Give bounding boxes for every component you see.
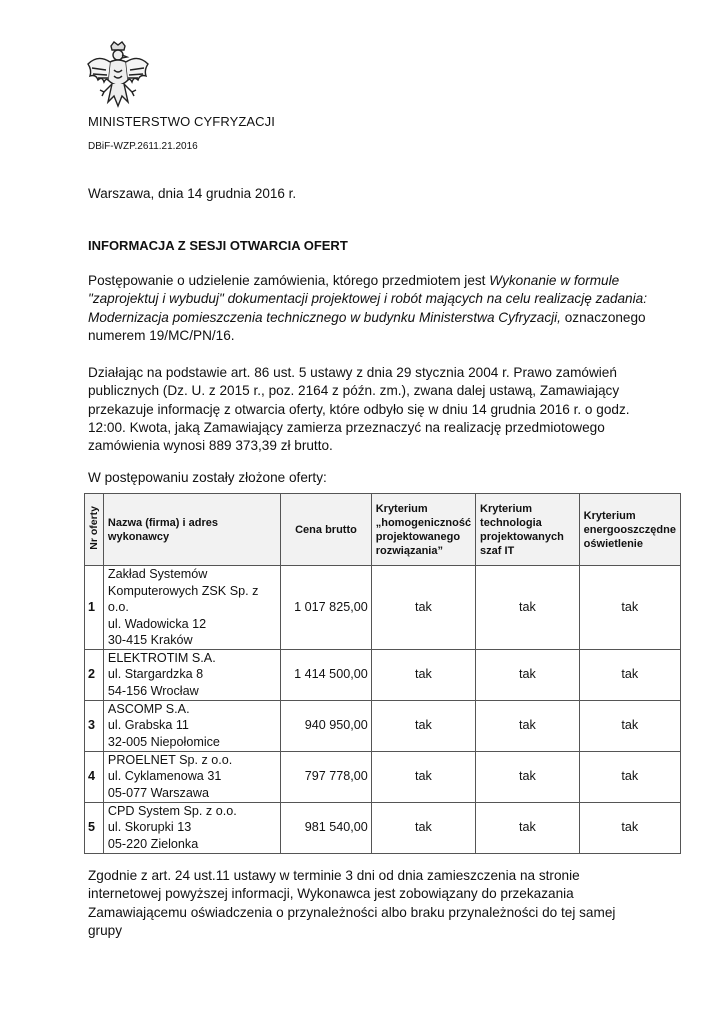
contractor-line: ul. Cyklamenowa 31: [107, 769, 222, 784]
criterion-3-value: tak: [579, 700, 680, 751]
gross-price: 1 414 500,00: [281, 649, 371, 700]
header-criterion-2: Kryterium technologia projektowanych szaf IT: [476, 494, 580, 566]
ministry-name: MINISTERSTWO CYFRYZACJI: [88, 114, 275, 129]
contractor-line: ELEKTROTIM S.A.: [107, 650, 216, 665]
gross-price: 940 950,00: [281, 700, 371, 751]
offer-number: 2: [85, 649, 104, 700]
intro-paragraph: [88, 272, 648, 345]
offer-number: 5: [85, 802, 104, 853]
offer-number: 4: [85, 751, 104, 802]
criterion-1-value: tak: [371, 802, 475, 853]
criterion-1-value: tak: [371, 649, 475, 700]
criterion-2-value: tak: [476, 700, 580, 751]
header-price: Cena brutto: [281, 494, 371, 566]
document-title: INFORMACJA Z SESJI OTWARCIA OFERT: [88, 238, 348, 253]
table-row: [85, 802, 681, 853]
contractor-name-address: [103, 566, 280, 650]
intro-text-after: oznaczonego numerem 19/MC/PN/16.: [88, 309, 646, 343]
criterion-1-value: tak: [371, 566, 475, 650]
contractor-line: ASCOMP S.A.: [107, 701, 190, 716]
criterion-1-value: tak: [371, 751, 475, 802]
contractor-line: 54-156 Wrocław: [107, 683, 199, 698]
closing-paragraph: Zgodnie z art. 24 ust.11 ustawy w terminie 3 dni od dnia zamieszczenia na stronie internetowej powyższej informacji, Wykonawca jest zobowiązany do przekazania Zamawiającemu oświadczenia o przynależności albo braku przynależności do tej samej grupy: [88, 868, 616, 938]
intro-text-before: Postępowanie o udzielenie zamówienia, którego przedmiotem jest: [88, 273, 490, 288]
offers-table-body: [85, 566, 681, 854]
contractor-line: ul. Stargardzka 8: [107, 667, 204, 682]
contractor-line: 05-220 Zielonka: [107, 836, 199, 851]
contractor-line: ul. Grabska 11: [107, 718, 189, 733]
header-criterion-3: Kryterium energooszczędne oświetlenie: [579, 494, 680, 566]
contractor-line: 32-005 Niepołomice: [107, 734, 220, 749]
contractor-line: ul. Skorupki 13: [107, 820, 192, 835]
table-row: [85, 751, 681, 802]
gross-price: 981 540,00: [281, 802, 371, 853]
table-row: [85, 649, 681, 700]
contractor-line: PROELNET Sp. z o.o.: [107, 752, 233, 767]
contractor-line: 05-077 Warszawa: [107, 785, 209, 800]
criterion-3-value: tak: [579, 566, 680, 650]
table-row: [85, 700, 681, 751]
contractor-name-address: [103, 751, 280, 802]
intro-subject: Wykonanie w formule "zaprojektuj i wybuduj" dokumentacji projektowej i robót mających na celu realizację zadania: Modernizacja pomieszczenia technicznego w budynku Ministerstwa Cyfryzacji,: [88, 273, 647, 325]
date-line: Warszawa, dnia 14 grudnia 2016 r.: [88, 186, 297, 201]
polish-eagle-emblem-icon: [84, 40, 152, 114]
gross-price: 797 778,00: [281, 751, 371, 802]
table-header-row: [85, 494, 681, 566]
criterion-2-value: tak: [476, 649, 580, 700]
contractor-name-address: [103, 700, 280, 751]
gross-price: 1 017 825,00: [281, 566, 371, 650]
criterion-3-value: tak: [579, 649, 680, 700]
offers-table: [84, 493, 681, 854]
legal-paragraph: Działając na podstawie art. 86 ust. 5 ustawy z dnia 29 stycznia 2004 r. Prawo zamówień publicznych (Dz. U. z 2015 r., poz. 2164 z późn. zm.), zwana dalej ustawą, Zamawiający przekazuje informację z otwarcia oferty, które odbyło się w dniu 14 grudnia 2016 r. o godz. 12:00. Kwota, jaką Zamawiający zamierza przeznaczyć na realizację przedmiotowego zamówienia wynosi 889 373,39 zł brutto.: [88, 365, 630, 454]
offer-number: 3: [85, 700, 104, 751]
contractor-line: 30-415 Kraków: [107, 633, 193, 647]
criterion-2-value: tak: [476, 566, 580, 650]
criterion-2-value: tak: [476, 802, 580, 853]
contractor-line: CPD System Sp. z o.o.: [107, 803, 237, 818]
criterion-3-value: tak: [579, 802, 680, 853]
reference-number: DBiF-WZP.2611.21.2016: [88, 141, 198, 152]
table-row: [85, 566, 681, 650]
offers-intro: W postępowaniu zostały złożone oferty:: [88, 470, 327, 485]
criterion-2-value: tak: [476, 751, 580, 802]
contractor-line: Komputerowych ZSK Sp. z o.o.: [107, 583, 259, 614]
header-name: Nazwa (firma) i adres wykonawcy: [103, 494, 280, 566]
criterion-1-value: tak: [371, 700, 475, 751]
header-nr: Nr oferty: [85, 494, 104, 566]
criterion-3-value: tak: [579, 751, 680, 802]
contractor-name-address: [103, 802, 280, 853]
contractor-name-address: [103, 649, 280, 700]
offer-number: 1: [85, 566, 104, 650]
header-criterion-1: Kryterium „homogeniczność projektowanego rozwiązania”: [371, 494, 475, 566]
contractor-line: Zakład Systemów: [107, 567, 208, 581]
contractor-line: ul. Wadowicka 12: [107, 616, 207, 631]
